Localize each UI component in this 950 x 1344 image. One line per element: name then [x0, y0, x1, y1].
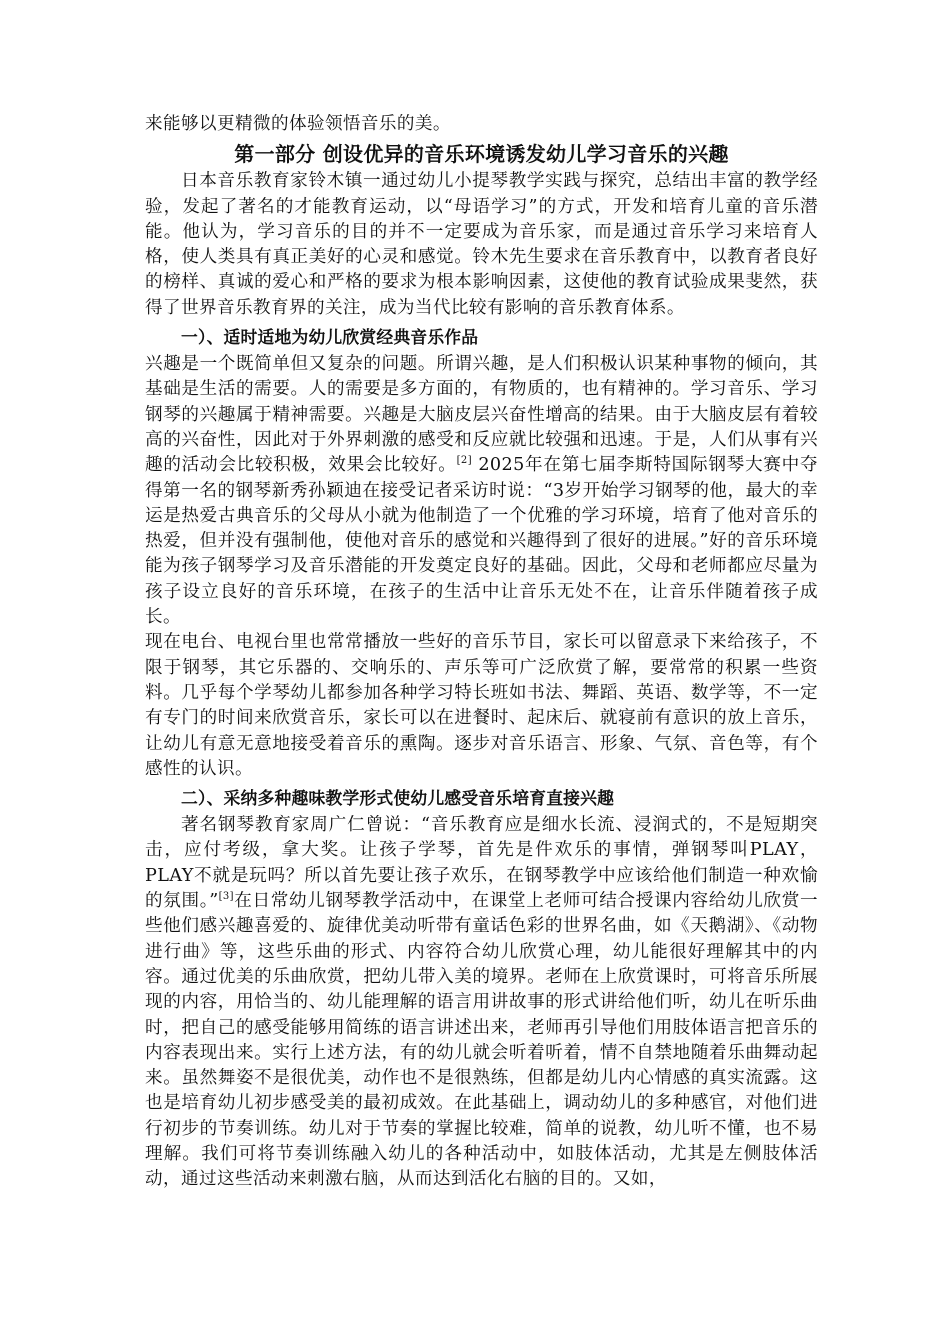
section1-paragraph-2: 现在电台、电视台里也常常播放一些好的音乐节目，家长可以留意录下来给孩子，不限于钢琴，其它乐器的、交响乐的、声乐等可广泛欣赏了解，要常常的积累一些资料。几乎每个学琴幼儿都参加各种学习特长班如书法、舞蹈、英语、数学等，不一定有专门的时间来欣赏音乐，家长可以在进餐时、起床后、就寝前有意识的放上音乐，让幼儿有意无意地接受着音乐的熏陶。逐步对音乐语言、形象、气氛、音色等，有个感性的认识。: [145, 632, 818, 779]
section2-paragraph-1-text-a: 著名钢琴教育家周广仁曾说：“音乐教育应是细水长流、浸润式的，不是短期突击，应付考级，拿大奖。让孩子学琴，首先是件欢乐的事情，弹钢琴叫PLAY，PLAY不就是玩吗？所以首先要让孩子欢乐，在钢琴教学中应该给他们制造一种欢愉的氛围。”: [145, 815, 818, 912]
section1-paragraph-1-text-a: 兴趣是一个既简单但又复杂的问题。所谓兴趣，是人们积极认识某种事物的倾向，其基础是生活的需要。人的需要是多方面的，有物质的，也有精神的。学习音乐、学习钢琴的兴趣属于精神需要。兴趣是大脑皮层兴奋性增高的结果。由于大脑皮层有着较高的兴奋性，因此对于外界刺激的感受和反应就比较强和迅速。于是，人们从事有兴趣的活动会比较积极，效果会比较好。: [145, 354, 818, 476]
section2-paragraph-1-text-b: 在日常幼儿钢琴教学活动中，在课堂上老师可结合授课内容给幼儿欣赏一些他们感兴趣喜爱的、旋律优美动听带有童话色彩的世界名曲，如《天鹅湖》、《动物进行曲》等，这些乐曲的形式、内容符合幼儿欣赏心理，幼儿能很好理解其中的内容。通过优美的乐曲欣赏，把幼儿带入美的境界。老师在上欣赏课时，可将音乐所展现的内容，用恰当的、幼儿能理解的语言用讲故事的形式讲给他们听，幼儿在听乐曲时，把自己的感受能够用简练的语言讲述出来，老师再引导他们用肢体语言把音乐的内容表现出来。实行上述方法，有的幼儿就会听着听着，情不自禁地随着乐曲舞动起来。虽然舞姿不是很优美，动作也不是很熟练，但都是幼儿内心情感的真实流露。这也是培育幼儿初步感受美的最初成效。在此基础上，调动幼儿的多种感官，对他们进行初步的节奏训练。幼儿对于节奏的掌握比较难，简单的说教，幼儿听不懂，也不易理解。我们可将节奏训练融入幼儿的各种活动中，如肢体活动，尤其是左侧肢体活动，通过这些活动来刺激右脑，从而达到活化右脑的目的。又如，: [145, 891, 818, 1190]
part-title: 第一部分 创设优异的音乐环境诱发幼儿学习音乐的兴趣: [234, 142, 729, 167]
section1-paragraph-1: [145, 352, 818, 630]
section1-paragraph-1-text-b: 2025年在第七届李斯特国际钢琴大赛中夺得第一名的钢琴新秀孙颖迪在接受记者采访时说：“3岁开始学习钢琴的他，最大的幸运是热爱古典音乐的父母从小就为他制造了一个优雅的学习环境，培育了他对音乐的热爱，但并没有强制他，使他对音乐的感觉和兴趣得到了很好的进展。”好的音乐环境能为孩子钢琴学习及音乐潜能的开发奠定良好的基础。因此，父母和老师都应尽量为孩子设立良好的音乐环境，在孩子的生活中让音乐无处不在，让音乐伴随着孩子成长。: [145, 455, 818, 628]
lead-paragraph: 来能够以更精微的体验领悟音乐的美。: [145, 114, 451, 134]
citation-2: [2]: [456, 455, 472, 467]
section1-heading: 一）、适时适地为幼儿欣赏经典音乐作品: [181, 327, 479, 348]
citation-3: [3]: [218, 891, 234, 903]
section2-heading: 二）、采纳多种趣味教学形式使幼儿感受音乐培育直接兴趣: [181, 788, 615, 809]
intro-paragraph: 日本音乐教育家铃木镇一通过幼儿小提琴教学实践与探究，总结出丰富的教学经验，发起了著名的才能教育运动，以“母语学习”的方式，开发和培育儿童的音乐潜能。他认为，学习音乐的目的并不一定要成为音乐家，而是通过音乐学习来培育人格，使人类具有真正美好的心灵和感觉。铃木先生要求在音乐教育中，以教育者良好的榜样、真诚的爱心和严格的要求为根本影响因素，这使他的教育试验成果斐然，获得了世界音乐教育界的关注，成为当代比较有影响的音乐教育体系。: [145, 171, 818, 318]
section2-paragraph-1: [145, 813, 818, 1192]
